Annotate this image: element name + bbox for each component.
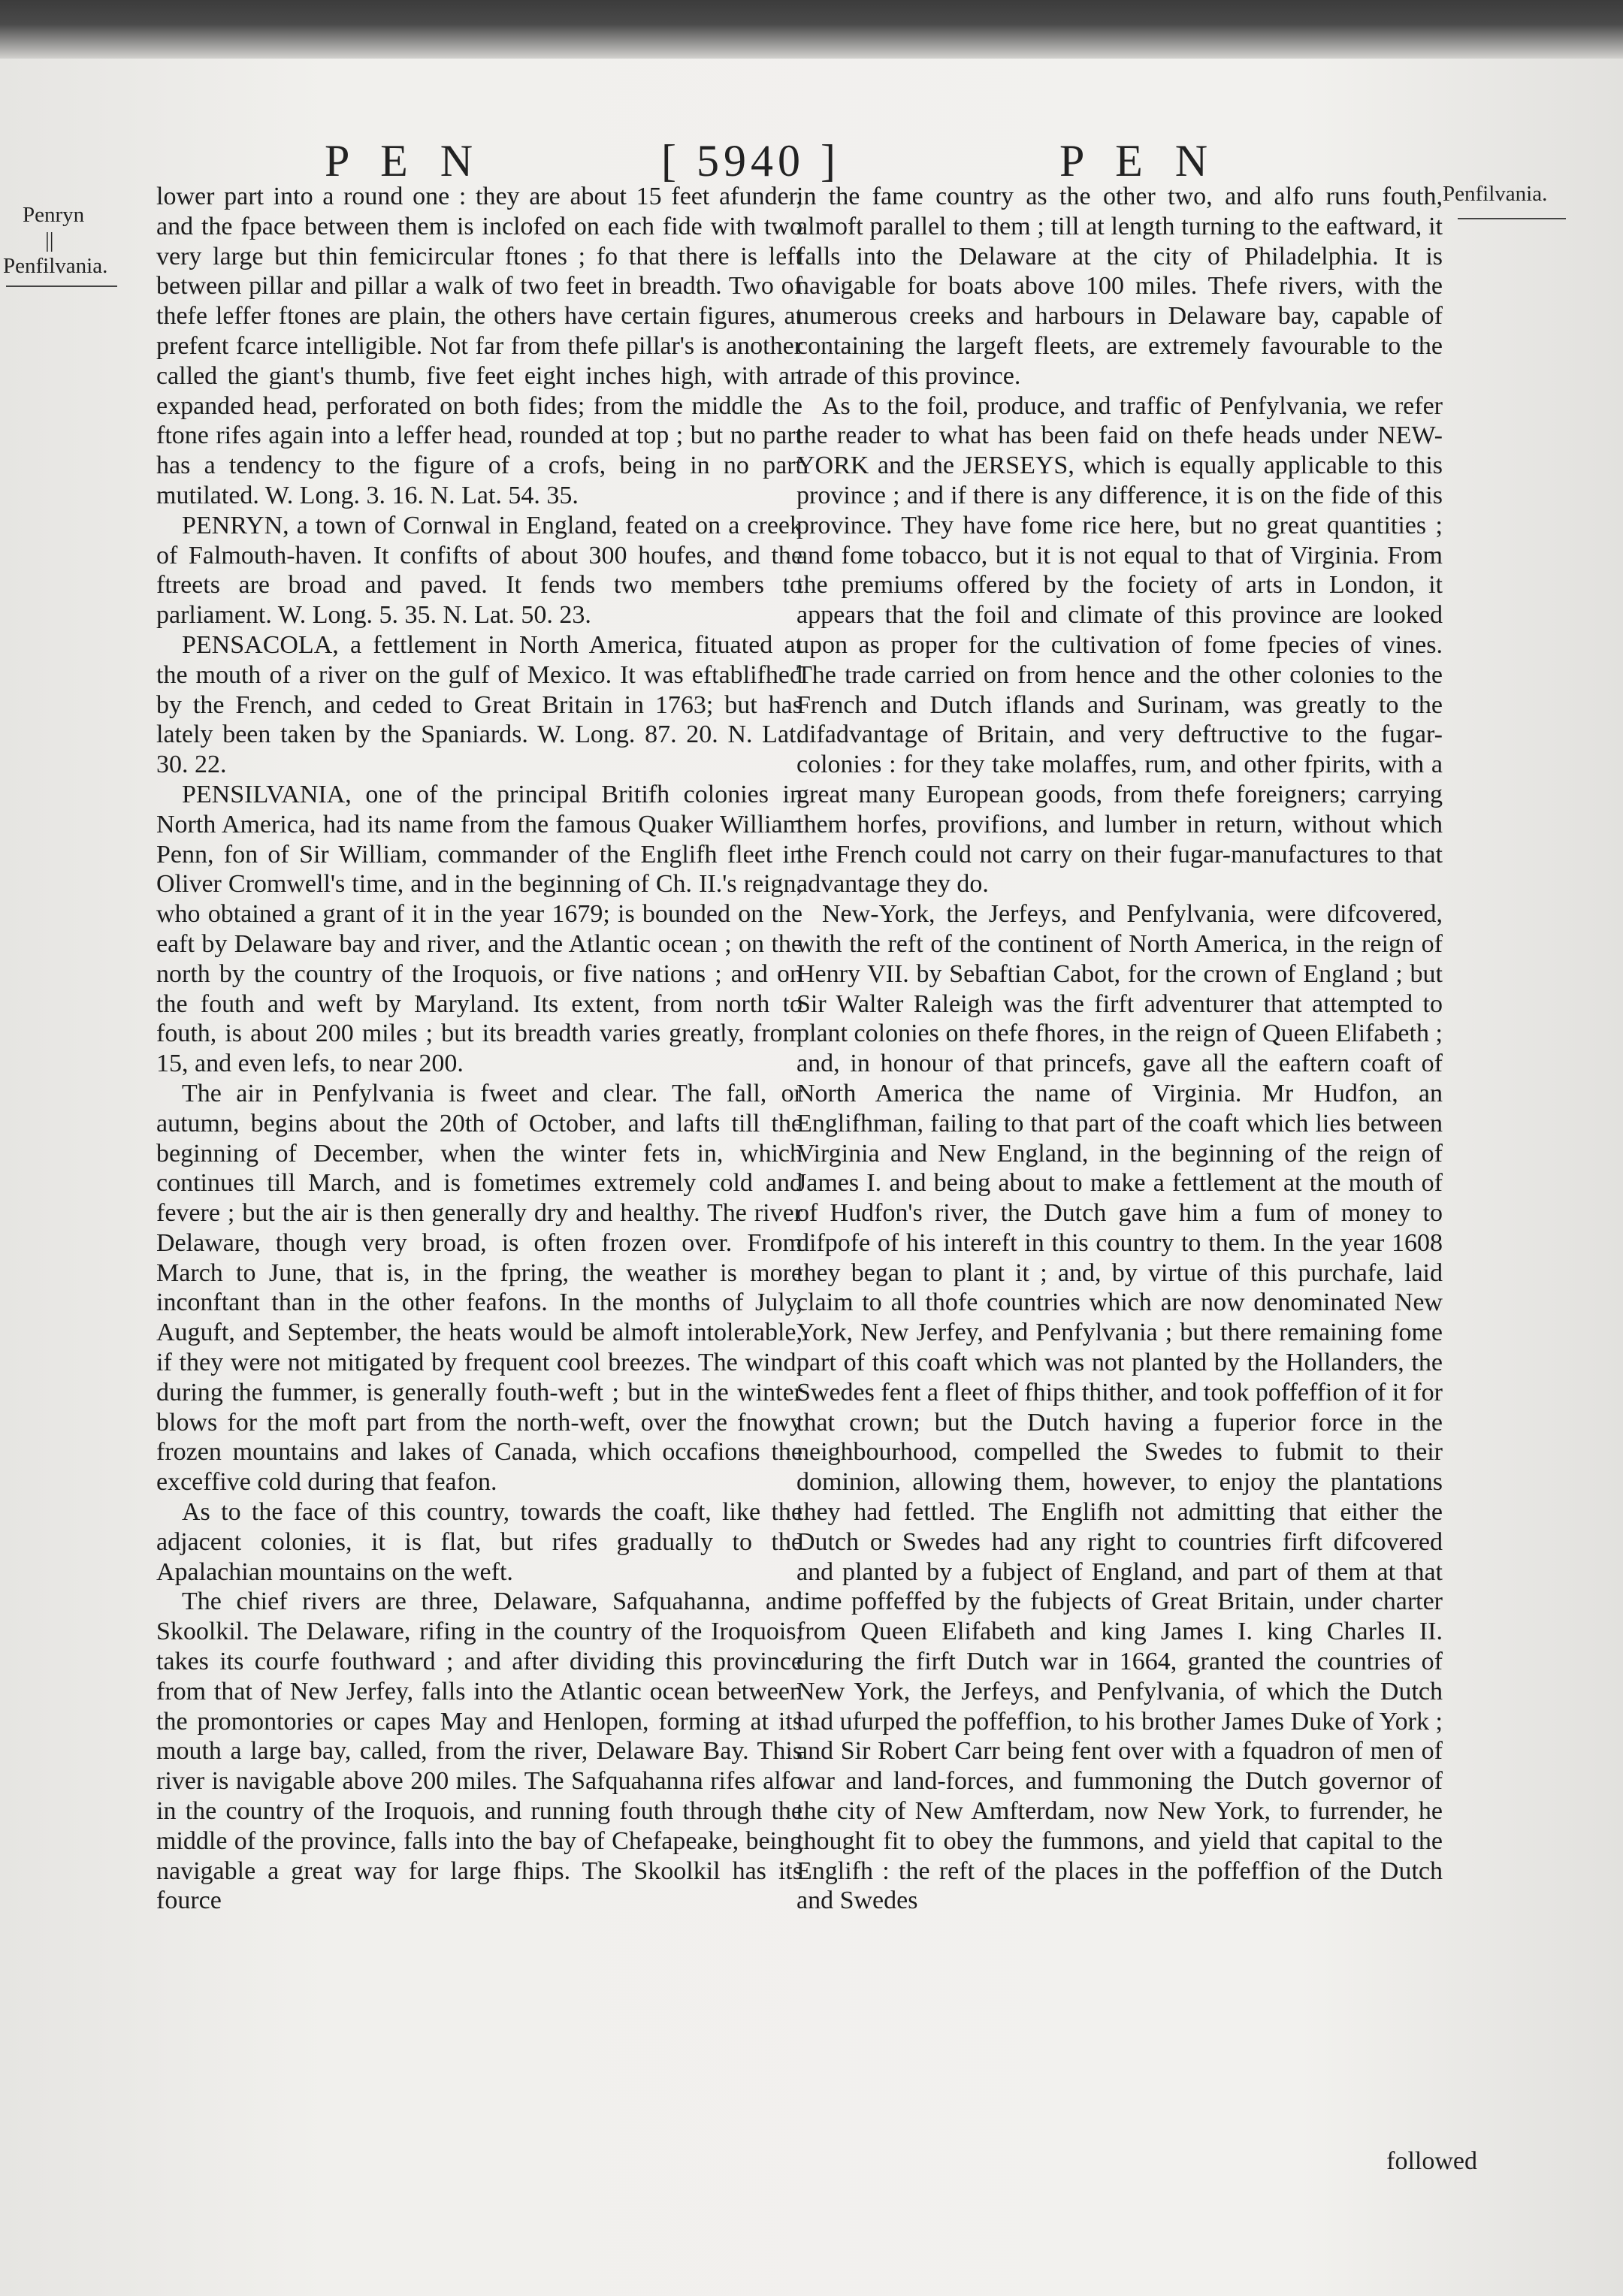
margin-note-penryn: Penryn	[23, 203, 85, 227]
column-left	[156, 182, 802, 1916]
running-head-right: P E N	[1059, 136, 1219, 186]
paragraph: The chief rivers are three, Delaware, Safquahanna, and Skoolkil. The Delaware, rifing in the country of the Iroquois, takes its courfe fouthward ; and after dividing this province from that of New Jerfey, falls into the Atlantic ocean between the promontories or capes May and Henlopen, forming at its mouth a large bay, called, from the river, Delaware Bay. This river is navigable above 200 miles. The Safquahanna rifes alfo in the country of the Iroquois, and running fouth through the middle of the province, falls into the bay of Chefapeake, being navigable a great way for large fhips. The Skoolkil has its fource	[156, 1588, 802, 1915]
paragraph: in the fame country as the other two, and alfo runs fouth, almoft parallel to them ; till at length turning to the eaftward, it falls into the Delaware at the city of Philadelphia. It is navigable for boats above 100 miles. Thefe rivers, with the numerous creeks and harbours in Delaware bay, capable of containing the largeft fleets, are extremely favourable to the trade of this province.	[796, 183, 1443, 390]
page-number: [ 5940 ]	[661, 136, 840, 186]
column-right	[796, 182, 1443, 1916]
catchword: followed	[1386, 2147, 1477, 2175]
paragraph: The air in Penfylvania is fweet and clear. The fall, or autumn, begins about the 20th of October, and lafts till the beginning of December, when the winter fets in, which continues till March, and is fometimes extremely cold and fevere ; but the air is then generally dry and healthy. The river Delaware, though very broad, is often frozen over. From March to June, that is, in the fpring, the weather is more inconftant than in the other feafons. In the months of July, Auguft, and September, the heats would be almoft intolerable, if they were not mitigated by frequent cool breezes. The wind, during the fummer, is generally fouth-weft ; but in the winter blows for the moft part from the north-weft, over the fnowy frozen mountains and lakes of Canada, which occafions the exceffive cold during that feafon.	[156, 1079, 802, 1497]
paragraph: PENSILVANIA, one of the principal Britifh colonies in North America, had its name from the famous Quaker William Penn, fon of Sir William, commander of the Englifh fleet in Oliver Cromwell's time, and in the beginning of Ch. II.'s reign, who obtained a grant of it in the year 1679; is bounded on the eaft by Delaware bay and river, and the Atlantic ocean ; on the north by the country of the Iroquois, or five nations ; and on the fouth and weft by Maryland. Its extent, from north to fouth, is about 200 miles ; but its breadth varies greatly, from 15, and even lefs, to near 200.	[156, 780, 802, 1078]
margin-note-pensilvania-left: Penfilvania.	[3, 254, 108, 278]
margin-note-pensilvania-right: Penfilvania.	[1443, 182, 1548, 206]
scan-edge	[0, 0, 1623, 60]
paragraph: PENRYN, a town of Cornwal in England, feated on a creek of Falmouth-haven. It confifts of about 300 houfes, and the ftreets are broad and paved. It fends two members to parliament. W. Long. 5. 35. N. Lat. 50. 23.	[156, 511, 802, 630]
margin-note-bar: ||	[45, 228, 54, 252]
running-head-left: P E N	[325, 136, 484, 186]
margin-rule-right	[1458, 218, 1566, 219]
paragraph: As to the foil, produce, and traffic of Penfylvania, we refer the reader to what has been faid on thefe heads under NEW-YORK and the JERSEYS, which is equally applicable to this province ; and if there is any difference, it is on the fide of this province. They have fome rice here, but no great quantities ; and fome tobacco, but it is not equal to that of Virginia. From the premiums offered by the fociety of arts in London, it appears that the foil and climate of this province are looked upon as proper for the cultivation of fome fpecies of vines. The trade carried on from hence and the other colonies to the French and Dutch iflands and Surinam, was greatly to the difadvantage of Britain, and very deftructive to the fugar-colonies : for they take molaffes, rum, and other fpirits, with a great many European goods, from thefe foreigners; carrying them horfes, provifions, and lumber in return, without which the French could not carry on their fugar-manufactures to that advantage they do.	[796, 391, 1443, 899]
paragraph: New-York, the Jerfeys, and Penfylvania, were difcovered, with the reft of the continent of North America, in the reign of Henry VII. by Sebaftian Cabot, for the crown of England ; but Sir Walter Raleigh was the firft adventurer that attempted to plant colonies on thefe fhores, in the reign of Queen Elifabeth ; and, in honour of that princefs, gave all the eaftern coaft of North America the name of Virginia. Mr Hudfon, an Englifhman, failing to that part of the coaft which lies between Virginia and New England, in the beginning of the reign of James I. and being about to make a fettlement at the mouth of of Hudfon's river, the Dutch gave him a fum of money to difpofe of his intereft in this country to them. In the year 1608 they began to plant it ; and, by virtue of this purchafe, laid claim to all thofe countries which are now denominated New York, New Jerfey, and Penfylvania ; but there remaining fome part of this coaft which was not planted by the Hollanders, the Swedes fent a fleet of fhips thither, and took poffeffion of it for that crown; but the Dutch having a fuperior force in the neighbourhood, compelled the Swedes to fubmit to their dominion, allowing them, however, to enjoy the plantations they had fettled. The Englifh not admitting that either the Dutch or Swedes had any right to countries firft difcovered and planted by a fubject of England, and part of them at that time poffeffed by the fubjects of Great Britain, under charter from Queen Elifabeth and king James I. king Charles II. during the firft Dutch war in 1664, granted the countries of New York, the Jerfeys, and Penfylvania, of which the Dutch had ufurped the poffeffion, to his brother James Duke of York ; and Sir Robert Carr being fent over with a fquadron of men of war and land-forces, and fummoning the Dutch governor of the city of New Amfterdam, now New York, to furrender, he thought fit to obey the fummons, and yield that capital to the Englifh : the reft of the places in the poffeffion of the Dutch and Swedes	[796, 900, 1443, 1915]
paragraph: PENSACOLA, a fettlement in North America, fituated at the mouth of a river on the gulf of Mexico. It was eftablifhed by the French, and ceded to Great Britain in 1763; but has lately been taken by the Spaniards. W. Long. 87. 20. N. Lat. 30. 22.	[156, 630, 802, 779]
margin-rule-left	[6, 285, 117, 287]
paragraph: lower part into a round one : they are about 15 feet afunder, and the fpace between them is inclofed on each fide with two very large but thin femicircular ftones ; fo that there is left between pillar and pillar a walk of two feet in breadth. Two of thefe leffer ftones are plain, the others have certain figures, at prefent fcarce intelligible. Not far from thefe pillar's is another called the giant's thumb, five feet eight inches high, with an expanded head, perforated on both fides; from the middle the ftone rifes again into a leffer head, rounded at top ; but no part has a tendency to the figure of a crofs, being in no part mutilated. W. Long. 3. 16. N. Lat. 54. 35.	[156, 183, 802, 509]
paragraph: As to the face of this country, towards the coaft, like the adjacent colonies, it is flat, but rifes gradually to the Apalachian mountains on the weft.	[156, 1498, 802, 1586]
